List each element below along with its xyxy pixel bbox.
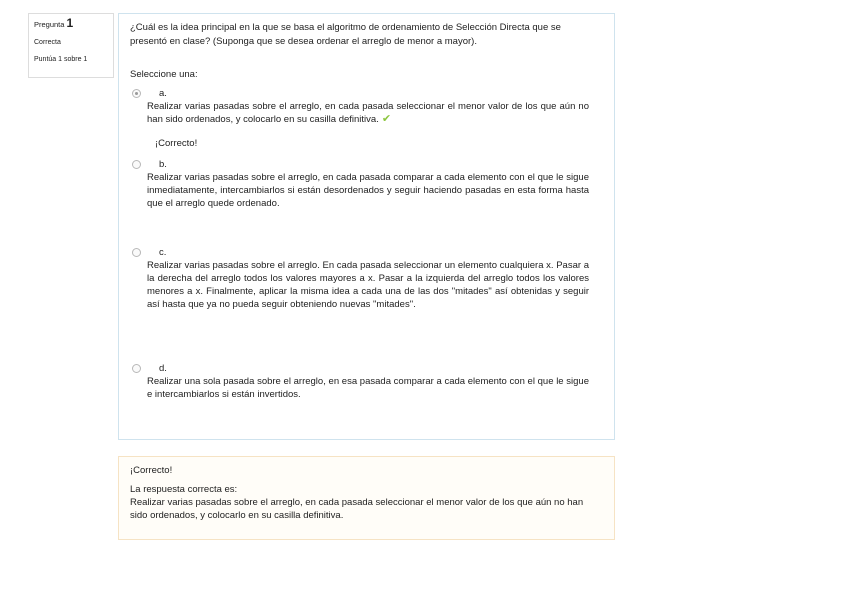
question-grade: Puntúa 1 sobre 1 (34, 56, 88, 63)
question-text: ¿Cuál es la idea principal en la que se basa el algoritmo de ordenamiento de Selección Directa que se presentó en clase? (Suponga que se desea ordenar el arreglo de menor a mayor). (130, 22, 561, 47)
right-answer-label: La respuesta correcta es: (130, 484, 238, 495)
radio-option-a[interactable] (132, 89, 141, 98)
question-outcome (118, 456, 615, 540)
question-number: 1 (66, 16, 74, 30)
option-feedback-a: ¡Correcto! (155, 138, 198, 149)
question-formulation (118, 13, 615, 440)
option-text-a-content: Realizar varias pasadas sobre el arreglo, en cada pasada seleccionar el menor valor de los que aún no han sido ordenados, y colocarlo en su casilla definitiva. (147, 101, 589, 125)
answer-option-c[interactable] (132, 246, 590, 336)
option-text-b: Realizar varias pasadas sobre el arreglo, en cada pasada comparar a cada elemento con el que le sigue inmediatamente, intercambiarlos si están desordenados y seguir haciendo pasadas en esta forma hasta que el arreglo quede ordenado. (147, 172, 589, 209)
option-letter-c: c. (159, 247, 167, 258)
check-icon: ✔ (381, 113, 392, 125)
option-text-a (147, 100, 589, 126)
option-text-c: Realizar varias pasadas sobre el arreglo. En cada pasada seleccionar un elemento cualquiera x. Pasar a la derecha del arreglo todos los valores mayores a x. Pasar a la izquierda del arreglo todos los valores menores a x. Finalmente, aplicar la misma idea a cada una de las dos "mitades" así obtenidas y seguir así hasta que ya no pueda seguir obteniendo nuevas "mitades". (147, 260, 589, 310)
option-text-d: Realizar una sola pasada sobre el arreglo, en esa pasada comparar a cada elemento con el que le sigue e intercambiarlos si están invertidos. (147, 376, 589, 400)
question-state: Correcta (34, 39, 61, 46)
answer-prompt: Seleccione una: (130, 69, 198, 80)
right-answer-text: Realizar varias pasadas sobre el arreglo, en cada pasada seleccionar el menor valor de los que aún no han sido ordenados, y colocarlo en su casilla definitiva. (130, 497, 584, 521)
question-label: Pregunta (34, 20, 65, 29)
answer-option-a[interactable] (132, 87, 590, 127)
option-letter-a: a. (159, 88, 167, 99)
option-letter-b: b. (159, 159, 167, 170)
radio-option-b[interactable] (132, 160, 141, 169)
option-letter-d: d. (159, 363, 167, 374)
outcome-feedback: ¡Correcto! (130, 465, 173, 476)
answer-option-b[interactable] (132, 158, 590, 218)
question-info-panel (28, 13, 114, 78)
answer-option-d[interactable] (132, 362, 590, 404)
radio-option-d[interactable] (132, 364, 141, 373)
question-number-row (34, 18, 108, 35)
radio-option-c[interactable] (132, 248, 141, 257)
